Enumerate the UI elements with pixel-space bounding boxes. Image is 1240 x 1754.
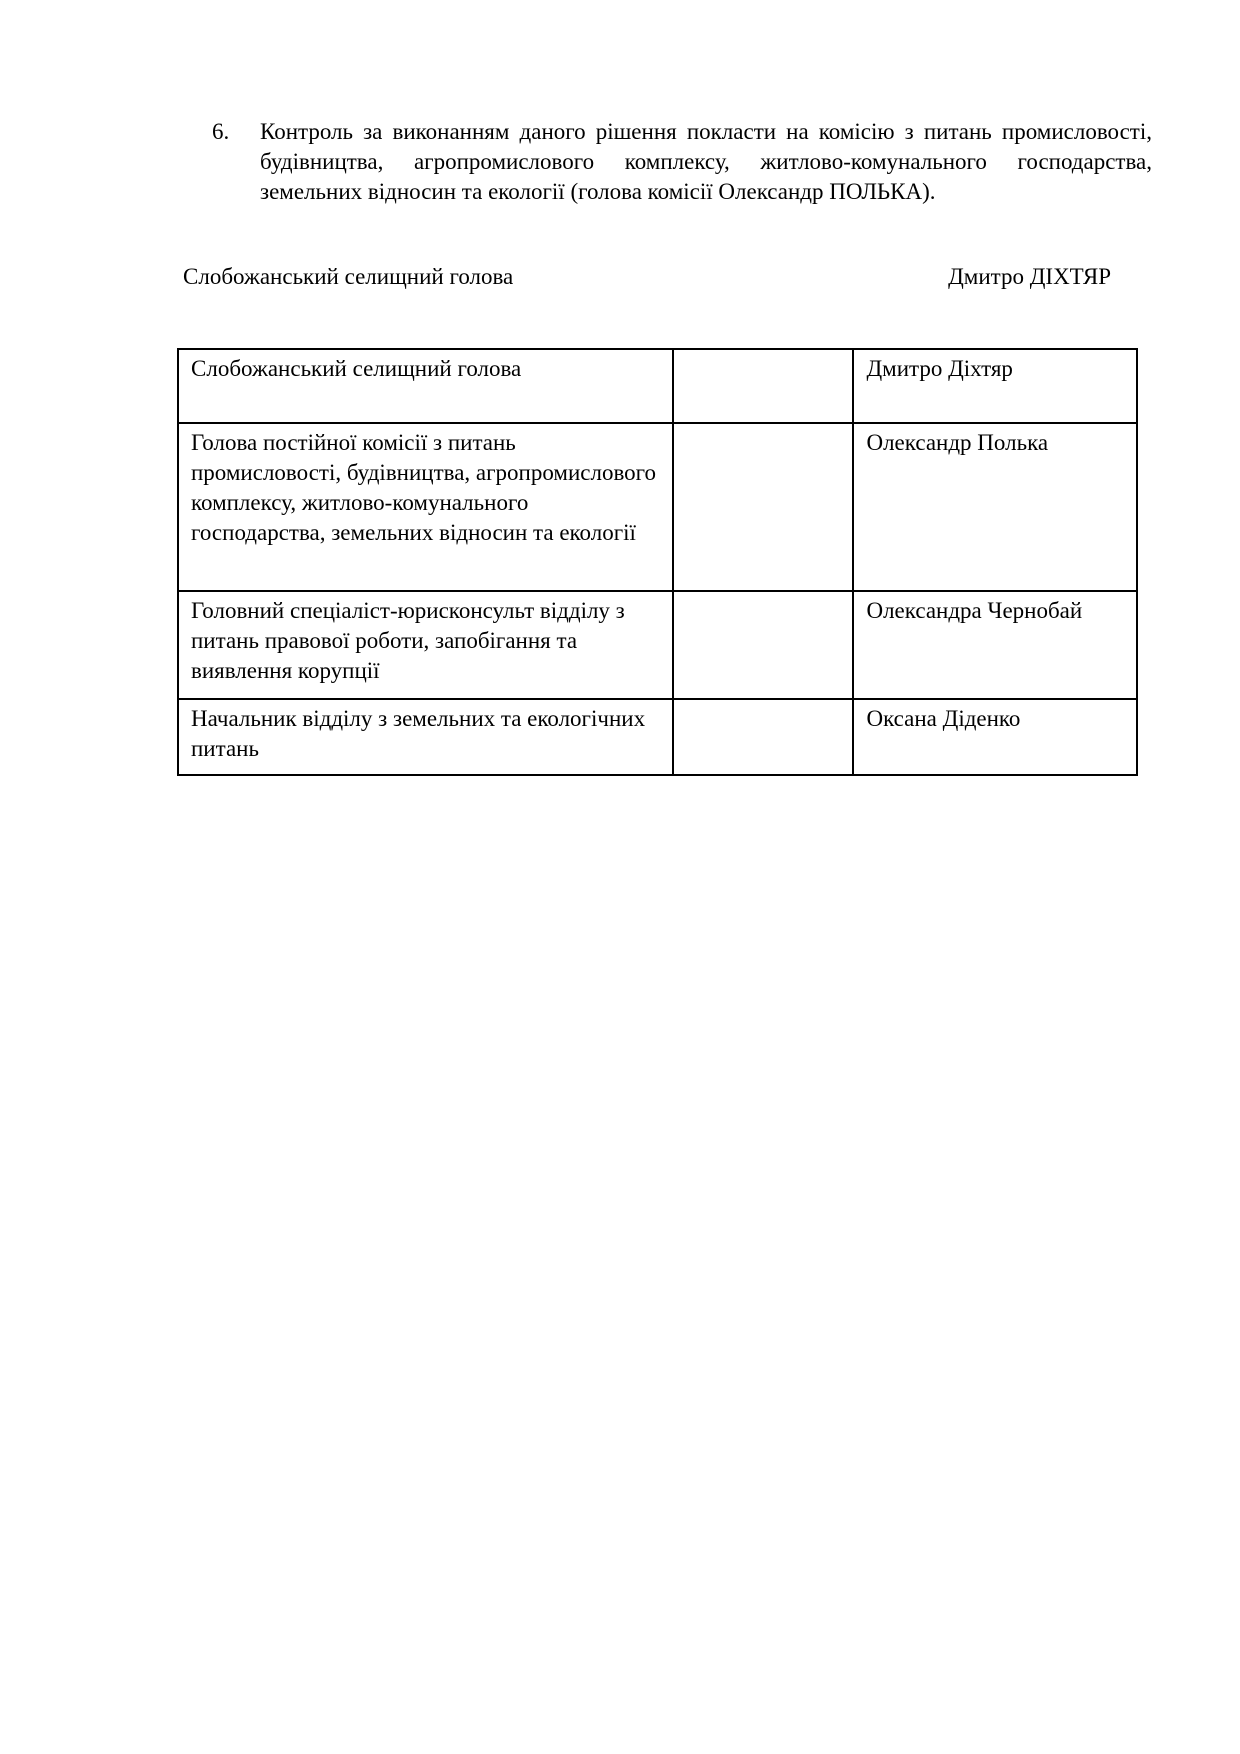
approval-name: Дмитро Діхтяр — [853, 349, 1137, 423]
approval-name: Оксана Діденко — [853, 699, 1137, 775]
table-row — [178, 349, 1137, 423]
approval-signature-cell — [673, 349, 853, 423]
signature-block — [183, 262, 1111, 292]
table-row — [178, 423, 1137, 591]
signature-name: Дмитро ДІХТЯР — [948, 264, 1111, 289]
approval-position: Голова постійної комісії з питань промисловості, будівництва, агропромислового комплексу, житлово-комунального господарства, земельних відносин та екології — [178, 423, 673, 591]
table-row — [178, 591, 1137, 699]
approval-position: Начальник відділу з земельних та екологічних питань — [178, 699, 673, 775]
approval-table — [177, 348, 1138, 776]
approval-name: Олександр Полька — [853, 423, 1137, 591]
table-row — [178, 699, 1137, 775]
approval-signature-cell — [673, 423, 853, 591]
paragraph-number: 6. — [212, 119, 230, 144]
approval-position: Головний спеціаліст-юрисконсульт відділу з питань правової роботи, запобігання та виявлення корупції — [178, 591, 673, 699]
approval-position: Слобожанський селищний голова — [178, 349, 673, 423]
signature-position: Слобожанський селищний голова — [183, 264, 514, 289]
approval-name: Олександра Чернобай — [853, 591, 1137, 699]
approval-signature-cell — [673, 591, 853, 699]
paragraph-text: Контроль за виконанням даного рішення покласти на комісію з питань промисловості, будівництва, агропромислового комплексу, житлово-комунального господарства, земельних відносин та екології (голова комісії Олександр ПОЛЬКА). — [260, 119, 1152, 204]
numbered-paragraph — [212, 117, 1152, 207]
approval-signature-cell — [673, 699, 853, 775]
